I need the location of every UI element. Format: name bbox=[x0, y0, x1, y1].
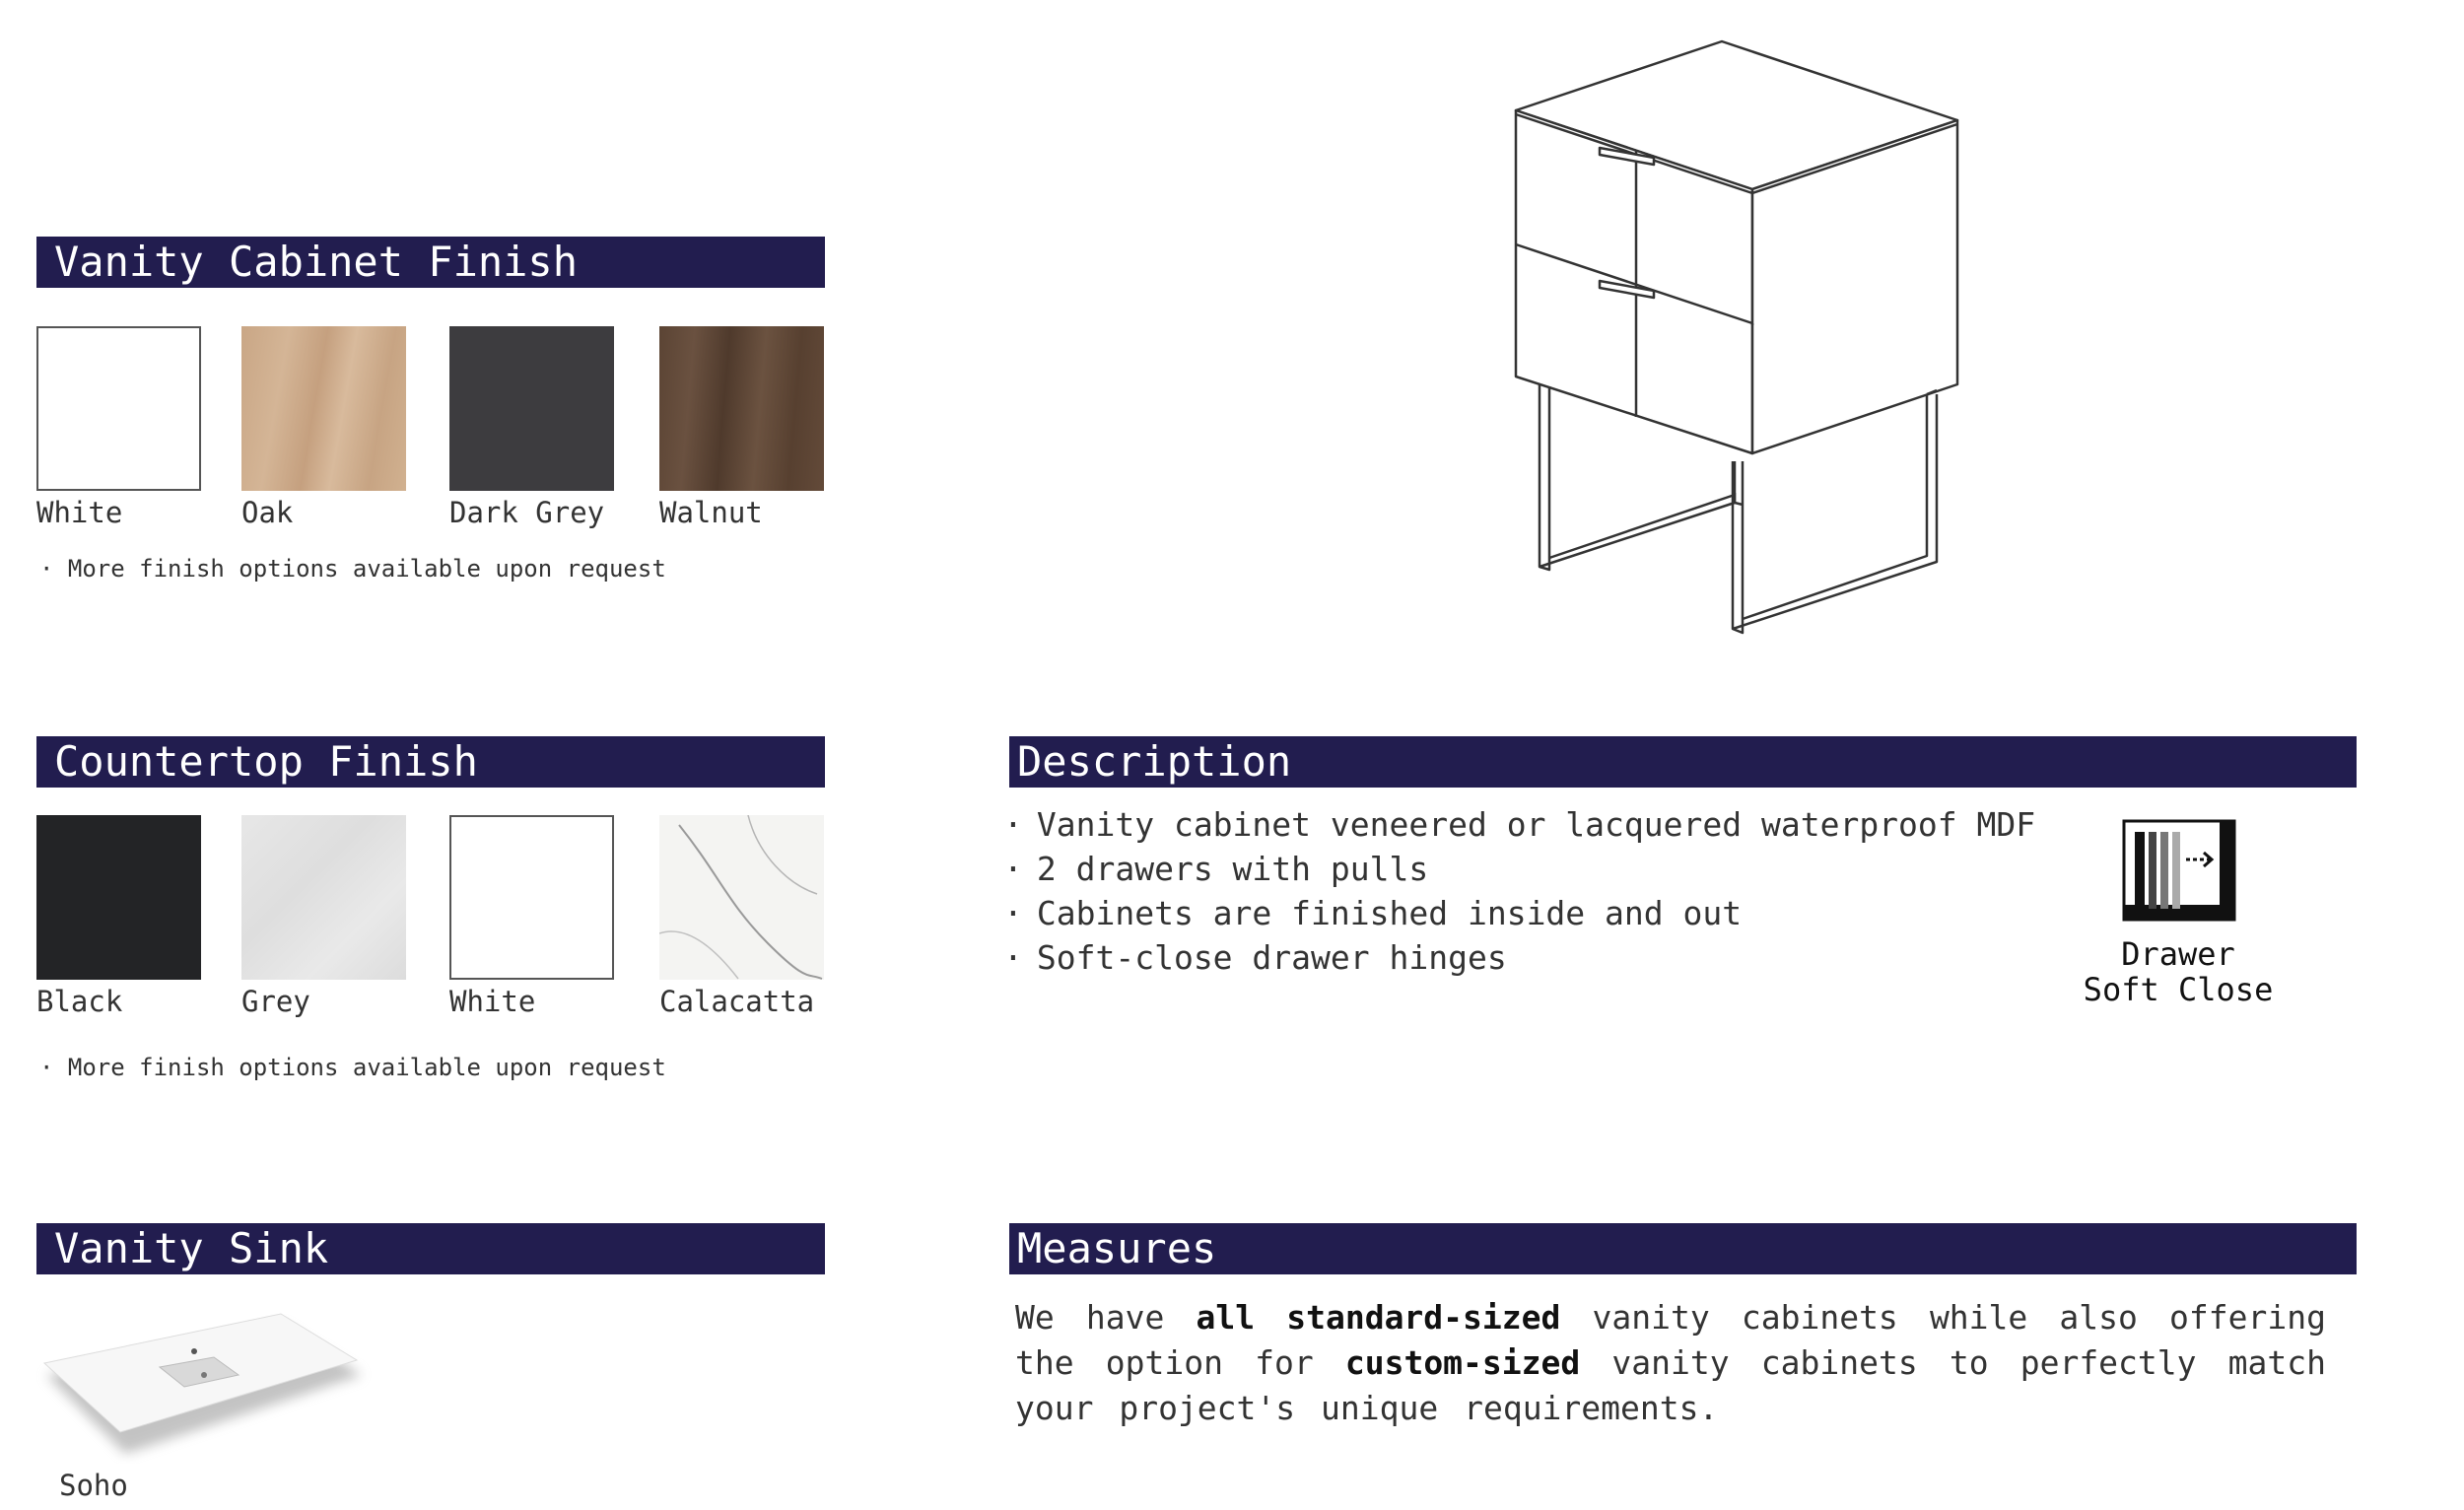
cabinet-swatch-label: Oak bbox=[241, 496, 294, 529]
measures-text: We have all standard-sized vanity cabinets while also offering the option for custom-sized vanity cabinets to perfectly match your project's unique requirements. bbox=[1015, 1298, 2327, 1427]
countertop-swatch-label: Black bbox=[36, 985, 123, 1018]
measures-bold-custom: custom-sized bbox=[1344, 1343, 1581, 1382]
cabinet-swatch-white[interactable] bbox=[36, 326, 201, 491]
drawer-soft-close-icon bbox=[2121, 818, 2237, 923]
measures-bold-standard: all standard-sized bbox=[1196, 1298, 1561, 1337]
soho-sink-image[interactable] bbox=[36, 1306, 372, 1464]
countertop-swatch-white[interactable] bbox=[449, 815, 614, 980]
vanity-sink-header: Vanity Sink bbox=[36, 1223, 825, 1274]
description-header: Description bbox=[1009, 736, 2357, 788]
soft-close-caption-line1: Drawer bbox=[2121, 935, 2235, 973]
description-list bbox=[1003, 802, 2035, 980]
countertop-swatch-label: Grey bbox=[241, 985, 310, 1018]
soft-close-caption bbox=[2040, 936, 2316, 1007]
measures-header: Measures bbox=[1009, 1223, 2357, 1274]
description-item: · 2 drawers with pulls bbox=[1003, 847, 2035, 891]
countertop-finish-header: Countertop Finish bbox=[36, 736, 825, 788]
cabinet-finish-note: · More finish options available upon request bbox=[39, 555, 666, 583]
countertop-swatch-black[interactable] bbox=[36, 815, 201, 980]
marble-vein-graphic bbox=[659, 815, 824, 980]
description-item: · Vanity cabinet veneered or lacquered waterproof MDF bbox=[1003, 802, 2035, 847]
countertop-swatch-label: Calacatta bbox=[659, 985, 815, 1018]
cabinet-swatch-label: White bbox=[36, 496, 123, 529]
countertop-swatch-grey[interactable] bbox=[241, 815, 406, 980]
sink-label: Soho bbox=[59, 1469, 128, 1502]
countertop-swatch-label: White bbox=[449, 985, 536, 1018]
vanity-cabinet-illustration bbox=[1478, 30, 1991, 641]
countertop-swatch-calacatta[interactable] bbox=[659, 815, 824, 980]
cabinet-finish-header: Vanity Cabinet Finish bbox=[36, 237, 825, 288]
description-item: · Soft-close drawer hinges bbox=[1003, 935, 2035, 980]
description-item: · Cabinets are finished inside and out bbox=[1003, 891, 2035, 935]
cabinet-swatch-label: Dark Grey bbox=[449, 496, 605, 529]
cabinet-swatch-label: Walnut bbox=[659, 496, 763, 529]
cabinet-swatch-walnut[interactable] bbox=[659, 326, 824, 491]
countertop-finish-note: · More finish options available upon request bbox=[39, 1054, 666, 1081]
cabinet-swatch-oak[interactable] bbox=[241, 326, 406, 491]
soft-close-caption-line2: Soft Close bbox=[2083, 971, 2274, 1008]
cabinet-swatch-dark-grey[interactable] bbox=[449, 326, 614, 491]
